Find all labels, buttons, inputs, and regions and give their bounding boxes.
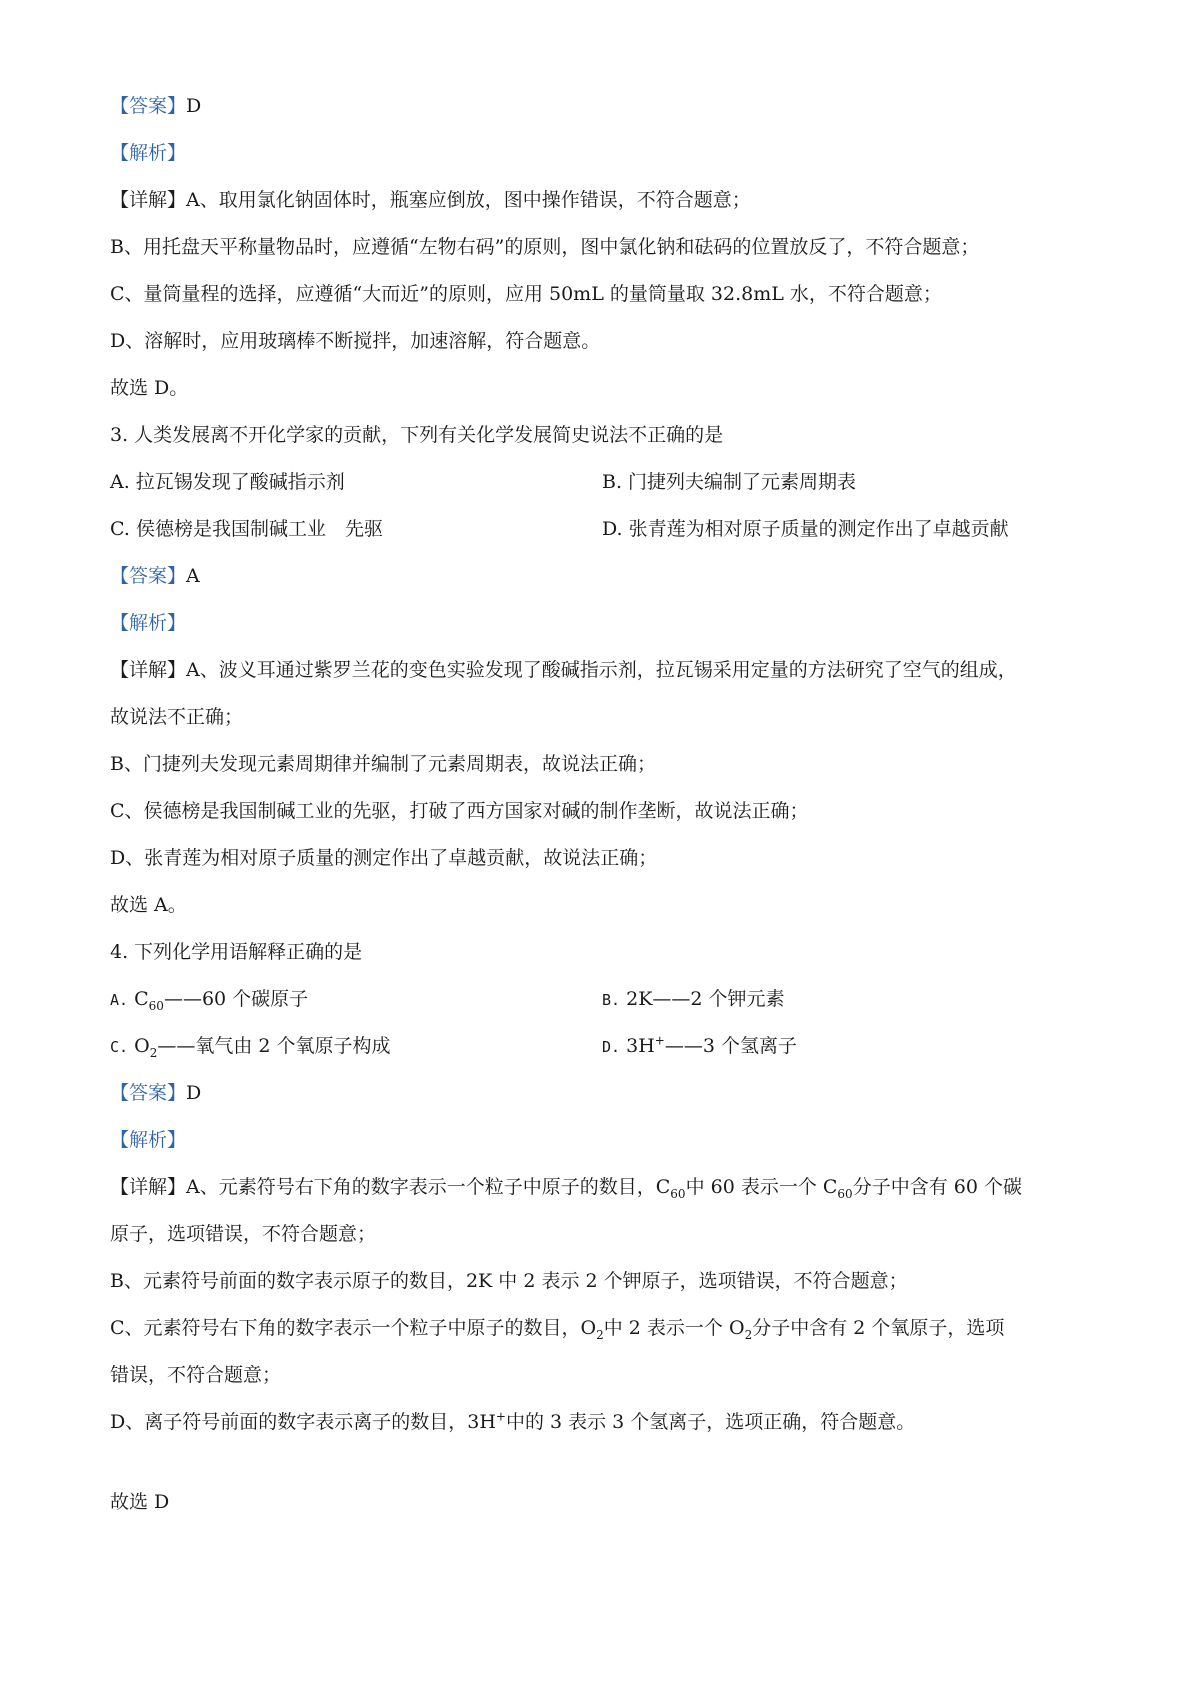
q2-conclusion: 故选 D。 — [110, 377, 189, 399]
q3-analysis-label: 【解析】 — [110, 612, 187, 634]
subscript: 2 — [596, 1327, 604, 1342]
detail-label: 【详解】 — [110, 189, 187, 211]
q3-detail-c: C、侯德榜是我国制碱工业的先驱，打破了西方国家对碱的制作垄断，故说法正确； — [110, 800, 809, 822]
subscript: 60 — [670, 1186, 686, 1201]
detail-text: D、离子符号前面的数字表示离子的数目，3H — [110, 1411, 496, 1433]
subscript: 60 — [148, 998, 164, 1013]
q3-conclusion: 故选 A。 — [110, 894, 187, 916]
q4-detail-b: B、元素符号前面的数字表示原子的数目，2K 中 2 表示 2 个钾原子，选项错误，不符合题意； — [110, 1270, 908, 1292]
q3-answer-line — [110, 563, 200, 589]
q4-detail-a2: 原子，选项错误，不符合题意； — [110, 1223, 377, 1245]
detail-label: 【详解】 — [110, 1176, 187, 1198]
superscript: + — [495, 1409, 506, 1424]
answer-label: 【答案】 — [110, 565, 187, 587]
q3-option-a: A. 拉瓦锡发现了酸碱指示剂 — [110, 471, 345, 493]
q3-option-b: B. 门捷列夫编制了元素周期表 — [602, 471, 857, 493]
subscript: 2 — [744, 1327, 753, 1342]
q4-option-d — [602, 1033, 797, 1060]
q4-option-b — [602, 986, 785, 1013]
q3-detail-a1 — [110, 657, 1017, 683]
q4-detail-d — [110, 1409, 915, 1435]
q4-option-c — [110, 1033, 391, 1060]
q2-detail-b: B、用托盘天平称量物品时，应遵循“左物右码”的原则，图中氯化钠和砝码的位置放反了，不符合题意； — [110, 236, 980, 258]
q2-detail-c: C、量筒量程的选择，应遵循“大而近”的原则，应用 50mL 的量筒量取 32.8mL 水，不符合题意； — [110, 283, 942, 305]
q3-detail-d: D、张青莲为相对原子质量的测定作出了卓越贡献，故说法正确； — [110, 847, 658, 869]
detail-label: 【详解】 — [110, 659, 187, 681]
detail-text: 中 2 表示一个 O — [603, 1317, 745, 1339]
detail-text: A、取用氯化钠固体时，瓶塞应倒放，图中操作错误，不符合题意； — [186, 189, 751, 211]
superscript: + — [654, 1033, 665, 1048]
q2-answer-line — [110, 93, 201, 119]
q4-conclusion: 故选 D — [110, 1491, 170, 1513]
option-text: ——60 个碳原子 — [163, 988, 309, 1010]
q4-detail-c1 — [110, 1315, 1004, 1341]
detail-text: C、元素符号右下角的数字表示一个粒子中原子的数目，O — [110, 1317, 597, 1339]
q4-question: 4. 下列化学用语解释正确的是 — [110, 941, 363, 963]
answer-value: A — [186, 565, 200, 587]
q3-option-c: C. 侯德榜是我国制碱工业 先驱 — [110, 518, 383, 540]
answer-label: 【答案】 — [110, 1082, 187, 1104]
formula: C — [134, 988, 149, 1010]
q4-analysis-label: 【解析】 — [110, 1129, 187, 1151]
subscript: 60 — [837, 1186, 853, 1201]
q3-detail-a2: 故说法不正确； — [110, 706, 244, 728]
q3-detail-b: B、门捷列夫发现元素周期律并编制了元素周期表，故说法正确； — [110, 753, 656, 775]
q3-option-d: D. 张青莲为相对原子质量的测定作出了卓越贡献 — [602, 518, 1009, 540]
answer-value: D — [186, 1082, 202, 1104]
detail-text: 中 60 表示一个 C — [685, 1176, 838, 1198]
option-letter: D. — [602, 1038, 621, 1056]
q4-answer-line — [110, 1080, 201, 1106]
option-text: 2K——2 个钾元素 — [626, 988, 785, 1010]
formula: O — [134, 1035, 150, 1057]
detail-text: 中的 3 表示 3 个氢离子，选项正确，符合题意。 — [505, 1411, 916, 1433]
q4-detail-a1 — [110, 1174, 1022, 1200]
q3-question: 3. 人类发展离不开化学家的贡献，下列有关化学发展简史说法不正确的是 — [110, 424, 724, 446]
q4-detail-c2: 错误，不符合题意； — [110, 1364, 282, 1386]
detail-text: 分子中含有 2 个氧原子，选项 — [752, 1317, 1005, 1339]
detail-text: A、波义耳通过紫罗兰花的变色实验发现了酸碱指示剂，拉瓦锡采用定量的方法研究了空气的组成， — [186, 659, 1017, 681]
q4-option-a — [110, 986, 308, 1013]
answer-label: 【答案】 — [110, 95, 187, 117]
option-text: ——氧气由 2 个氧原子构成 — [157, 1035, 391, 1057]
answer-value: D — [186, 95, 202, 117]
option-letter: B. — [602, 991, 621, 1009]
q2-analysis-label: 【解析】 — [110, 142, 187, 164]
detail-text: 分子中含有 60 个碳 — [852, 1176, 1022, 1198]
subscript: 2 — [149, 1045, 158, 1060]
detail-text: A、元素符号右下角的数字表示一个粒子中原子的数目，C — [186, 1176, 671, 1198]
option-text: ——3 个氢离子 — [664, 1035, 797, 1057]
option-letter: A. — [110, 991, 129, 1009]
formula: 3H — [626, 1035, 655, 1057]
q2-detail-a — [110, 187, 751, 213]
q2-detail-d: D、溶解时，应用玻璃棒不断搅拌，加速溶解，符合题意。 — [110, 330, 601, 352]
option-letter: C. — [110, 1038, 129, 1056]
